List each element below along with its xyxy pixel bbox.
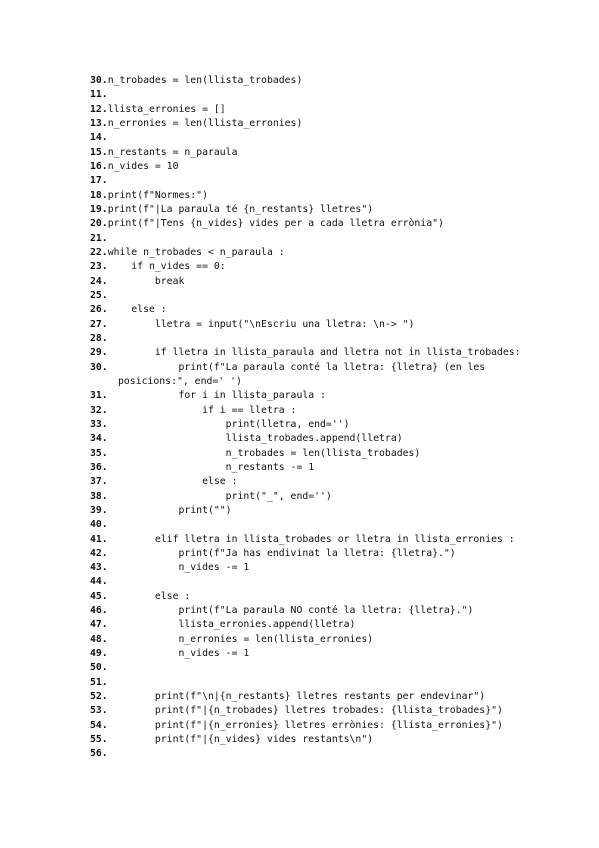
code-line: [90, 332, 570, 346]
line-number: 14.: [90, 132, 108, 144]
line-number: 27.: [90, 318, 108, 330]
line-number: 23.: [90, 261, 108, 273]
line-number: 30.: [90, 75, 108, 86]
line-number: 43.: [90, 562, 108, 574]
code-line: [90, 575, 570, 589]
code-line: [90, 461, 570, 475]
line-number: 50.: [90, 662, 108, 674]
code-line: [90, 418, 570, 432]
line-number: 28.: [90, 332, 108, 344]
line-number: 39.: [90, 504, 108, 516]
line-number: 35.: [90, 447, 108, 459]
code-line: [90, 590, 570, 604]
code-text: n_trobades = len(llista_trobades): [107, 75, 303, 86]
code-text: print(f"|Tens {n_vides} vides per a cada lletra errònia"): [107, 218, 444, 230]
line-number: 45.: [90, 590, 108, 602]
line-number: 13.: [90, 117, 108, 129]
code-line: [90, 447, 570, 461]
code-line-wrap: posicions:", end=' '): [118, 375, 242, 387]
line-number: 54.: [90, 719, 108, 731]
code-text: print(""): [107, 504, 232, 516]
line-number: 19.: [90, 203, 108, 215]
code-text: lletra = input("\nEscriu una lletra: \n-> "): [107, 318, 415, 330]
code-text: print(f"|{n_trobades} lletres trobades: {llista_trobades}"): [107, 705, 503, 717]
code-line: [90, 346, 570, 360]
code-text: while n_trobades < n_paraula :: [107, 246, 285, 258]
code-text: llista_erronies.append(lletra): [107, 619, 356, 631]
line-number: 33.: [90, 418, 108, 430]
code-line: [90, 604, 570, 618]
code-line: [90, 88, 570, 102]
code-line: [90, 676, 570, 690]
code-line: [90, 246, 570, 260]
code-text: else :: [107, 590, 191, 602]
code-line: [90, 704, 570, 718]
code-text: print(f"|La paraula té {n_restants} lletres"): [107, 203, 374, 215]
code-text: print(f"|{n_vides} vides restants\n"): [107, 734, 374, 746]
code-line: [90, 318, 570, 332]
code-line: [90, 260, 570, 274]
code-line: [90, 289, 570, 303]
line-number: 16.: [90, 160, 108, 172]
line-number: 26.: [90, 304, 108, 316]
line-number: 48.: [90, 633, 108, 645]
line-number: 36.: [90, 461, 108, 473]
line-number: 22.: [90, 246, 108, 258]
code-line: [90, 432, 570, 446]
code-line: [90, 733, 570, 747]
line-number: 25.: [90, 289, 108, 301]
line-number: 55.: [90, 734, 108, 746]
code-text: print(f"La paraula NO conté la lletra: {lletra}."): [107, 605, 474, 617]
code-text: print(f"Normes:"): [107, 189, 208, 201]
code-line: [90, 475, 570, 489]
code-text: llista_erronies = []: [107, 103, 226, 115]
code-text: else :: [107, 304, 167, 316]
code-line: [90, 747, 570, 761]
code-text: print(f"Ja has endivinat la lletra: {lletra}."): [107, 547, 456, 559]
line-number: 21.: [90, 232, 108, 244]
code-line: [90, 303, 570, 317]
line-number: 42.: [90, 547, 108, 559]
code-line: [90, 389, 570, 403]
code-text: n_restants = n_paraula: [107, 146, 238, 158]
code-line: [90, 404, 570, 418]
code-line: [90, 160, 570, 174]
code-listing: [90, 74, 570, 762]
line-number: 49.: [90, 648, 108, 660]
code-text: print(f"|{n_erronies} lletres errònies: {llista_erronies}"): [107, 719, 503, 731]
line-number: 29.: [90, 347, 108, 359]
line-number: 11.: [90, 89, 108, 101]
line-number: 17.: [90, 175, 108, 187]
line-number: 30.: [90, 361, 108, 373]
line-number: 18.: [90, 189, 108, 201]
code-line: [90, 690, 570, 704]
code-text: llista_trobades.append(lletra): [107, 433, 403, 445]
line-number: 38.: [90, 490, 108, 502]
code-text: print(f"\n|{n_restants} lletres restants per endevinar"): [107, 691, 486, 703]
code-text: print(lletra, end=''): [107, 418, 350, 430]
code-text: if lletra in llista_paraula and lletra not in llista_trobades:: [107, 347, 521, 359]
code-line: [90, 217, 570, 231]
code-line: [90, 504, 570, 518]
code-line: [90, 719, 570, 733]
code-text: break: [107, 275, 185, 287]
code-line: [90, 361, 570, 375]
line-number: 52.: [90, 691, 108, 703]
code-text: elif lletra in llista_trobades or lletra in llista_erronies :: [107, 533, 515, 545]
line-number: 24.: [90, 275, 108, 287]
line-number: 31.: [90, 390, 108, 402]
code-line: [90, 518, 570, 532]
line-number: 44.: [90, 576, 108, 588]
code-line: [90, 490, 570, 504]
code-line: [90, 661, 570, 675]
line-number: 34.: [90, 433, 108, 445]
code-text: n_vides -= 1: [107, 562, 250, 574]
code-line: [90, 633, 570, 647]
code-line: [90, 131, 570, 145]
code-text: n_erronies = len(llista_erronies): [107, 633, 374, 645]
line-number: 37.: [90, 476, 108, 488]
code-text: n_vides -= 1: [107, 648, 250, 660]
code-text: n_trobades = len(llista_trobades): [107, 447, 421, 459]
code-line: [90, 189, 570, 203]
code-line: [90, 647, 570, 661]
code-line: [90, 561, 570, 575]
line-number: 46.: [90, 605, 108, 617]
code-text: for i in llista_paraula :: [107, 390, 326, 402]
line-number: 51.: [90, 676, 108, 688]
code-line: [90, 618, 570, 632]
line-number: 20.: [90, 218, 108, 230]
line-number: 40.: [90, 519, 108, 531]
code-line: [90, 203, 570, 217]
line-number: 32.: [90, 404, 108, 416]
code-text: print("_", end=''): [107, 490, 332, 502]
line-number: 15.: [90, 146, 108, 158]
line-number: 41.: [90, 533, 108, 545]
line-number: 56.: [90, 748, 108, 760]
code-line: [90, 547, 570, 561]
code-text: n_restants -= 1: [107, 461, 315, 473]
code-line: [90, 232, 570, 246]
code-text: else :: [107, 476, 238, 488]
code-line: [90, 174, 570, 188]
code-text: n_erronies = len(llista_erronies): [107, 117, 303, 129]
code-text: n_vides = 10: [107, 160, 179, 172]
line-number: 47.: [90, 619, 108, 631]
code-line: [90, 103, 570, 117]
line-number: 12.: [90, 103, 108, 115]
code-text: print(f"La paraula conté la lletra: {lletra} (en les: [107, 361, 486, 373]
code-line: [90, 533, 570, 547]
code-line: [90, 275, 570, 289]
line-number: 53.: [90, 705, 108, 717]
code-line: [90, 146, 570, 160]
code-line: [90, 117, 570, 131]
code-line: [90, 74, 570, 88]
code-text: if n_vides == 0:: [107, 261, 226, 273]
code-text: if i == lletra :: [107, 404, 297, 416]
